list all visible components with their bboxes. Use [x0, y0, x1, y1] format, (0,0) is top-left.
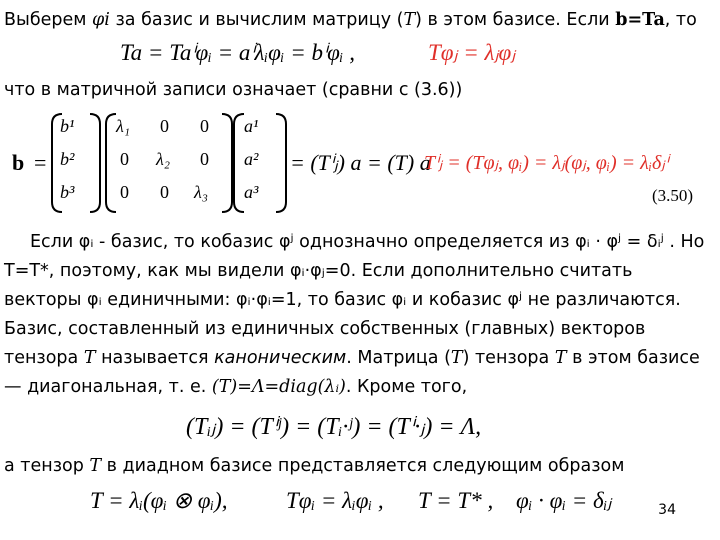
- tensor-symbol: T: [89, 456, 102, 476]
- matrix-cell: 0: [120, 149, 129, 169]
- formula-dyadic: T = λᵢ(φᵢ ⊗ φᵢ),: [90, 488, 228, 513]
- formula-ta: Ta = Taⁱφᵢ = aⁱλᵢφᵢ = bⁱφᵢ ,: [120, 40, 355, 65]
- matrix-cell: λ₂: [156, 149, 171, 169]
- text: а тензор: [4, 456, 84, 476]
- paragraph-line: T=T*, поэтому, как мы видели φᵢ·φⱼ=0. Если дополнительно считать: [4, 261, 633, 281]
- equals-sign: =: [34, 150, 47, 175]
- formula-symmetric: T = T* ,: [418, 488, 494, 513]
- b-label: b: [12, 150, 25, 175]
- paragraph-line: Если φᵢ - базис, то кобазис φʲ однозначно определяется из φᵢ · φʲ = δᵢʲ . Но: [30, 232, 705, 252]
- matrix-cell: 0: [160, 182, 169, 202]
- b-component: b¹: [60, 116, 75, 136]
- formula-eigen: Tφⱼ = λⱼφⱼ: [428, 40, 516, 65]
- text: Выберем: [4, 10, 87, 30]
- text: ) в этом базисе. Если: [415, 10, 610, 30]
- phi-symbol: φi: [92, 10, 110, 30]
- text: за базис и вычислим матрицу (: [115, 10, 404, 30]
- component-formula: Tⁱⱼ = (Tφⱼ, φᵢ) = λⱼ(φⱼ, φᵢ) = λᵢδⱼⁱ: [424, 152, 669, 174]
- text: — диагональная, т. е.: [4, 377, 207, 397]
- matrix-cell: 0: [160, 116, 169, 136]
- tensor-symbol: T: [83, 348, 96, 368]
- text: ) тензора: [462, 348, 550, 368]
- a-component: a³: [244, 182, 259, 202]
- text: , то: [664, 10, 697, 30]
- text: называется: [101, 348, 209, 368]
- equation-inline: b=Ta: [615, 10, 665, 30]
- text: . Матрица (: [346, 348, 451, 368]
- b-component: b³: [60, 182, 75, 202]
- paragraph-line: векторы φᵢ единичными: φᵢ·φᵢ=1, то базис φᵢ и кобазис φʲ не различаются.: [4, 290, 681, 310]
- text: . Кроме того,: [345, 377, 468, 397]
- formula-orthonormal: φᵢ · φᵢ = δᵢⱼ: [516, 488, 612, 513]
- paragraph-line: [4, 348, 712, 368]
- formula-eigen-i: Tφᵢ = λᵢφᵢ ,: [286, 488, 384, 513]
- matrix-cell: λ₁: [116, 116, 131, 136]
- a-component: a²: [244, 149, 259, 169]
- text: в диадном базисе представляется следующим образом: [106, 456, 625, 476]
- text: тензора: [4, 348, 79, 368]
- a-component: a¹: [244, 116, 259, 136]
- matrix-cell: 0: [200, 149, 209, 169]
- tensor-symbol: T: [450, 348, 463, 368]
- matrix-cell: λ₃: [194, 182, 209, 202]
- dyadic-intro-line: [4, 456, 624, 476]
- paragraph-line: Базис, составленный из единичных собственных (главных) векторов: [4, 319, 646, 339]
- diag-formula: (T)=Λ=diag(λᵢ): [211, 377, 346, 397]
- matrix-intro-line: что в матричной записи означает (сравни с (3.6)): [4, 80, 463, 100]
- matrix-rhs: = (Tⁱⱼ) a = (T) a: [290, 150, 431, 175]
- matrix-cell: 0: [200, 116, 209, 136]
- matrix-cell: 0: [120, 182, 129, 202]
- tensor-symbol: T: [403, 10, 416, 30]
- b-component: b²: [60, 149, 75, 169]
- formula-components: (Tᵢⱼ) = (Tⁱʲ) = (Tᵢ·ʲ) = (Tⁱ·ⱼ) = Λ,: [186, 414, 482, 440]
- tensor-symbol: T: [554, 348, 567, 368]
- page-number: 34: [658, 502, 676, 518]
- paragraph-line: [4, 377, 467, 397]
- text: в этом базисе: [572, 348, 700, 368]
- equation-number: (3.50): [652, 186, 694, 205]
- emphasis-term: каноническим: [214, 348, 347, 368]
